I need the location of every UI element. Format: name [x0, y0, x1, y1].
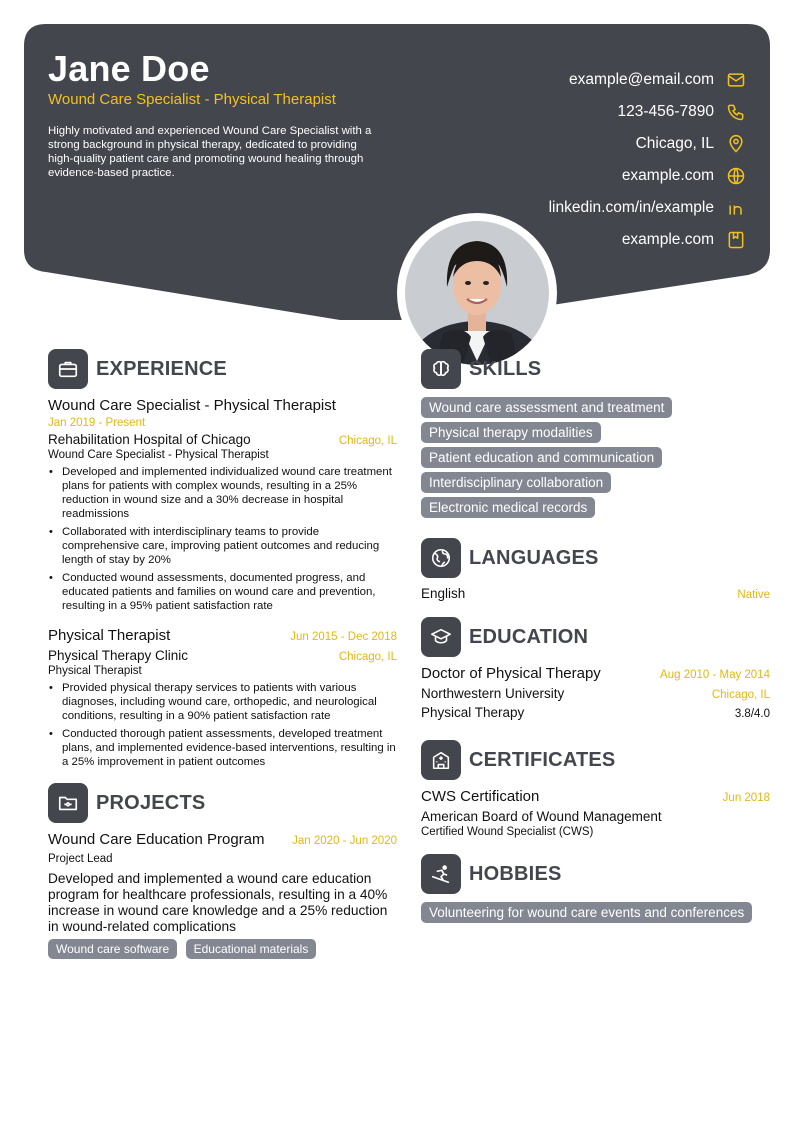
hobbies-title: HOBBIES — [469, 862, 562, 885]
profile-summary: Highly motivated and experienced Wound Care Specialist with a strong background in physical therapy, dedicated to providing high-quality patient care and promoting wound healing through evidence-based practice. — [48, 125, 372, 179]
experience-section — [48, 349, 397, 769]
hospital-icon — [421, 740, 461, 780]
header — [24, 24, 770, 320]
skills-list — [421, 397, 770, 522]
project-tags — [48, 939, 397, 959]
skill-tag: Electronic medical records — [421, 497, 595, 518]
briefcase-icon — [48, 349, 88, 389]
language-name: English — [421, 586, 466, 601]
certificate-name: CWS Certification — [421, 788, 540, 805]
certificates-title: CERTIFICATES — [469, 748, 616, 771]
education-degree: Doctor of Physical Therapy — [421, 665, 601, 682]
job-company-row — [48, 432, 397, 447]
job-company: Physical Therapy Clinic — [48, 648, 189, 663]
education-section — [421, 617, 770, 720]
job-bullet: • Provided physical therapy services to patients with various diagnoses, including wound care, orthopedic, and neurological conditions, resulting in a 90% patient satisfaction rate — [48, 681, 397, 723]
job-date: Jan 2019 - Present — [48, 417, 146, 429]
job-bullets — [48, 465, 397, 613]
job-title: Physical Therapist — [48, 627, 171, 644]
project-tag: Wound care software — [48, 939, 177, 959]
contact-email[interactable] — [406, 64, 746, 96]
education-school-row — [421, 686, 770, 701]
experience-entry — [48, 397, 397, 613]
linkedin-icon — [726, 198, 746, 218]
person-name: Jane Doe — [48, 48, 210, 89]
experience-entry — [48, 627, 397, 769]
contact-website-text[interactable]: example.com — [621, 167, 714, 184]
hobbies-header — [421, 854, 770, 894]
job-date: Jun 2015 - Dec 2018 — [290, 631, 397, 643]
certificate-name-row — [421, 788, 770, 805]
skills-section — [421, 349, 770, 522]
certificate-issuer: American Board of Wound Management — [421, 809, 662, 824]
job-bullet: • Developed and implemented individualized wound care treatment plans for patients with complex wounds, resulting in a 25% reduction in wound size and a 30% decrease in hospital readmissions — [48, 465, 397, 521]
project-title: Wound Care Education Program — [48, 831, 265, 848]
left-column — [48, 349, 397, 967]
education-title: EDUCATION — [469, 625, 589, 648]
languages-section — [421, 538, 770, 601]
job-bullet: • Conducted wound assessments, documented progress, and educated patients and families on wound care and prevention, resulting in a 95% patient satisfaction rate — [48, 571, 397, 613]
job-role: Physical Therapist — [48, 665, 142, 677]
certificates-header — [421, 740, 770, 780]
contact-phone-text[interactable]: 123-456-7890 — [617, 103, 714, 120]
skill-tag: Wound care assessment and treatment — [421, 397, 672, 418]
project-description: Developed and implemented a wound care education program for healthcare professionals, resulting in a 40% increase in wound care knowledge and a 25% reduction in wound-related complications — [48, 871, 388, 934]
email-icon — [726, 70, 746, 90]
skill-tag: Patient education and communication — [421, 447, 662, 468]
job-bullet: • Conducted thorough patient assessments, developed treatment plans, and implemented evidence-based interventions, resulting in a 25% improvement in patient outcomes — [48, 727, 397, 769]
location-pin-icon — [726, 134, 746, 154]
contact-linkedin-text[interactable]: linkedin.com/in/example — [548, 199, 714, 216]
profile-photo — [405, 221, 549, 365]
project-entry — [48, 831, 397, 959]
right-column — [421, 349, 770, 927]
job-title-row — [48, 627, 397, 644]
education-gpa: 3.8/4.0 — [734, 708, 770, 720]
language-row — [421, 586, 770, 601]
certificates-section — [421, 740, 770, 838]
job-company: Rehabilitation Hospital of Chicago — [48, 432, 251, 447]
job-location: Chicago, IL — [338, 435, 397, 447]
skiing-icon — [421, 854, 461, 894]
project-tag: Educational materials — [186, 939, 317, 959]
skills-title: SKILLS — [469, 357, 542, 380]
certificate-detail: Certified Wound Specialist (CWS) — [421, 826, 594, 838]
projects-section — [48, 783, 397, 959]
education-degree-row — [421, 665, 770, 682]
languages-header — [421, 538, 770, 578]
phone-icon — [726, 102, 746, 122]
project-date: Jan 2020 - Jun 2020 — [292, 835, 397, 847]
job-role: Wound Care Specialist - Physical Therapist — [48, 449, 269, 461]
languages-title: LANGUAGES — [469, 546, 599, 569]
globe-icon — [726, 166, 746, 186]
contact-website[interactable] — [406, 160, 746, 192]
bookmark-icon — [726, 230, 746, 250]
job-headline: Wound Care Specialist - Physical Therapist — [48, 91, 336, 108]
job-location: Chicago, IL — [338, 651, 397, 663]
contact-location-text: Chicago, IL — [635, 135, 714, 152]
folder-icon — [48, 783, 88, 823]
brain-icon — [421, 349, 461, 389]
education-school: Northwestern University — [421, 686, 565, 701]
project-title-row — [48, 831, 397, 848]
skill-tag: Interdisciplinary collaboration — [421, 472, 611, 493]
contact-portfolio-text[interactable]: example.com — [621, 231, 714, 248]
certificate-date: Jun 2018 — [722, 792, 770, 804]
contact-location — [406, 128, 746, 160]
job-bullets — [48, 681, 397, 769]
contact-phone[interactable] — [406, 96, 746, 128]
projects-title: PROJECTS — [96, 791, 206, 814]
job-bullet: • Collaborated with interdisciplinary teams to provide comprehensive care, improving patient outcomes and reducing length of stay by 20% — [48, 525, 397, 567]
skills-header — [421, 349, 770, 389]
language-level: Native — [737, 589, 770, 601]
language-globe-icon — [421, 538, 461, 578]
experience-header — [48, 349, 397, 389]
education-date: Aug 2010 - May 2014 — [660, 669, 770, 681]
graduation-cap-icon — [421, 617, 461, 657]
contact-email-text[interactable]: example@email.com — [569, 71, 714, 88]
hobbies-section — [421, 854, 770, 927]
education-header — [421, 617, 770, 657]
education-location: Chicago, IL — [711, 689, 770, 701]
hobby-tag: Volunteering for wound care events and conferences — [421, 902, 752, 923]
skill-tag: Physical therapy modalities — [421, 422, 601, 443]
projects-header — [48, 783, 397, 823]
experience-title: EXPERIENCE — [96, 357, 227, 380]
job-title: Wound Care Specialist - Physical Therapist — [48, 397, 336, 414]
project-role: Project Lead — [48, 853, 113, 865]
education-field-row — [421, 705, 770, 720]
job-company-row — [48, 648, 397, 663]
education-field: Physical Therapy — [421, 705, 525, 720]
